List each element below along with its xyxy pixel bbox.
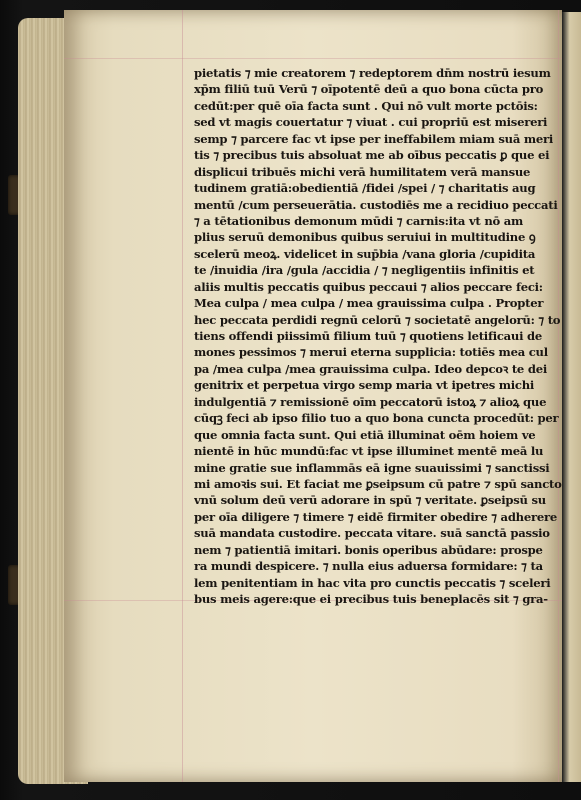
text-line: te /inuidia /ira /gula /accidia / ⁊ negligentiis infinitis et — [194, 263, 535, 278]
text-line: mine gratie sue inflammās eā igne suauissimi ⁊ sanctissi — [194, 460, 550, 475]
text-line: mones pessimos ⁊ merui eterna supplicia: totiēs mea cul — [194, 345, 548, 360]
text-line: semp ⁊ parcere fac vt ipse per ineffabilem miam suā meri — [194, 131, 554, 146]
text-line: plius seruū demonibus quibus seruiui in multitudine ꝯ — [194, 230, 536, 245]
text-line: lem penitentiam in hac vita pro cunctis peccatis ⁊ sceleri — [194, 575, 551, 590]
text-line: Mea culpa / mea culpa / mea grauissima culpa . Propter — [194, 296, 544, 311]
text-line: ⁊ a tētationibus demonum mūdi ⁊ carnis:ita vt nō am — [194, 213, 524, 228]
text-line: xp̄m filiū tuū Verū ⁊ oīpotentē deū a quo bona cūcta pro — [194, 82, 544, 97]
text-line: vnū solum deū verū adorare in spū ⁊ veritate. ꝑseipsū su — [194, 493, 546, 508]
text-line: per oīa diligere ⁊ timere ⁊ eidē firmiter obedire ⁊ adherere — [194, 509, 557, 524]
text-line: cedūt:per quē oīa facta sunt . Qui nō vult morte pctōis: — [194, 98, 538, 113]
page-text-block — [194, 65, 564, 607]
text-line: pa /mea culpa /mea grauissima culpa. Ideo depcoꝛ te dei — [194, 361, 547, 376]
text-line: cūqꝫ feci ab ipso filio tuo a quo bona cuncta procedūt: per — [194, 411, 559, 426]
text-line: que omnia facta sunt. Qui etiā illuminat oēm hoiem ve — [194, 427, 536, 442]
text-line: indulgentiā ⁊ remissionē oīm peccatorū istoꝝ ⁊ alioꝝ que — [194, 394, 547, 409]
text-line: nientē in hūc mundū:fac vt ipse illuminet mentē meā lu — [194, 444, 544, 459]
facing-page-edge — [562, 12, 581, 782]
text-line: ra mundi despicere. ⁊ nulla eius aduersa formidare: ⁊ ta — [194, 559, 543, 574]
text-line: aliis multis peccatis quibus peccaui ⁊ alios peccare feci: — [194, 279, 543, 294]
text-line: suā mandata custodire. peccata vitare. suā sanctā passio — [194, 526, 550, 541]
text-line: sed vt magis couertatur ⁊ viuat . cui propriū est misereri — [194, 115, 548, 130]
text-line: nem ⁊ patientiā imitari. bonis operibus abūdare: prospe — [194, 542, 543, 557]
text-line: tis ⁊ precibus tuis absoluat me ab oībus peccatis ꝑ que ei — [194, 148, 550, 163]
manuscript-page — [64, 10, 562, 782]
text-line: genitrix et perpetua virgo semp maria vt ipetres michi — [194, 378, 535, 393]
text-line: pietatis ⁊ mie creatorem ⁊ redeptorem dn̄m nostrū iesum — [194, 66, 551, 80]
ruling-line-left — [182, 10, 183, 782]
text-line: mentū /cum perseuerātia. custodiēs me a recidiuo peccati — [194, 197, 558, 212]
text-line: tudinem gratiā:obedientiā /fidei /spei / ⁊ charitatis aug — [194, 181, 536, 196]
text-line: tiens offendi piissimū filium tuū ⁊ quotiens letificaui de — [194, 329, 543, 343]
text-line: scelerū meoꝝ. videlicet in sup̄bia /vana gloria /cupidita — [194, 246, 536, 261]
text-line: mi amoꝛis sui. Et faciat me ꝑseipsum cū patre ⁊ spū sancto — [194, 476, 562, 491]
text-line: bus meis agere:que ei precibus tuis beneplacēs sit ⁊ gra- — [194, 592, 548, 606]
text-line: hec peccata perdidi regnū celorū ⁊ societatē angelorū: ⁊ to — [194, 312, 561, 327]
text-line: displicui tribuēs michi verā humilitatem verā mansue — [194, 164, 531, 179]
ruling-line-top — [64, 58, 562, 59]
